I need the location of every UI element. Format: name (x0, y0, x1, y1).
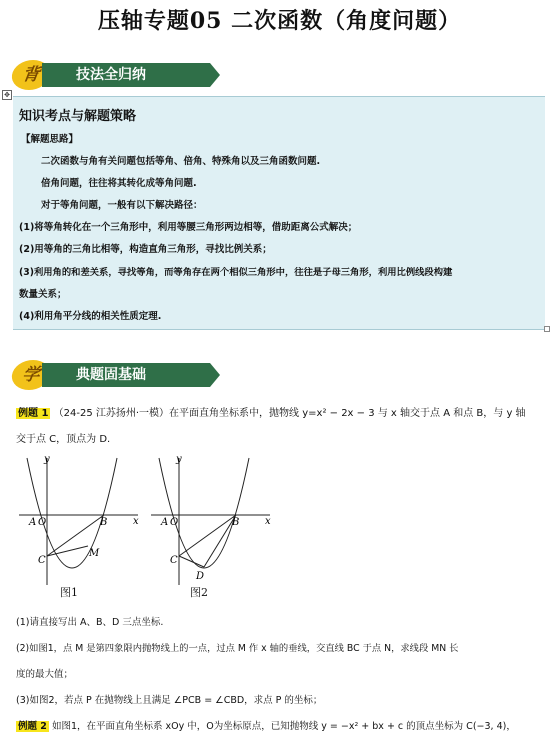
question-1: (1)请直接写出 A、B、D 三点坐标. (16, 617, 164, 628)
example1-line2: 交于点 C，顶点为 D. (16, 434, 111, 445)
strategy-line: 【解题思路】 (21, 134, 79, 145)
question-2a: (2)如图1，点 M 是第四象限内抛物线上的一点，过点 M 作 x 轴的垂线，交直线 BC 于点 N，求线段 MN 长 (16, 643, 459, 654)
example2-line1 (16, 718, 516, 732)
strategy-line: (3)利用角的和差关系，寻找等角，而等角存在两个相似三角形中，往往是子母三角形，利用比例线段构建 (19, 267, 453, 278)
move-handle-icon[interactable]: ✥ (2, 90, 12, 100)
label-y: y (44, 454, 50, 465)
figure-2-diagram (148, 452, 278, 587)
example1-tag: 例题 1 (18, 408, 49, 419)
strategy-box (13, 96, 545, 330)
strategy-line: 数量关系； (19, 289, 67, 300)
example1-text: （24-25 江苏扬州·一模）在平面直角坐标系中，抛物线 y=x² − 2x − 3 与 x 轴交于点 A 和点 B，与 y 轴 (53, 408, 526, 419)
label-b: B (100, 517, 108, 528)
label-b: B (232, 517, 240, 528)
figure-2-caption: 图2 (190, 586, 208, 599)
question-2b: 度的最大值； (16, 669, 74, 680)
parabola (27, 458, 117, 568)
parabola (159, 458, 249, 568)
label-a: A (29, 517, 37, 528)
label-x: x (133, 516, 139, 527)
label-m: M (89, 548, 100, 559)
page-title: 压轴专题05 二次函数（角度问题） (97, 8, 462, 34)
line-bc (179, 515, 236, 556)
label-x: x (265, 516, 271, 527)
strategy-line: 二次函数与角有关问题包括等角、倍角、特殊角以及三角函数问题. (41, 156, 321, 167)
question-3: (3)如图2，若点 P 在抛物线上且满足 ∠PCB = ∠CBD，求点 P 的坐标； (16, 695, 323, 706)
label-o: O (170, 517, 179, 528)
banner-label: 技法全归纳 (42, 63, 210, 87)
figure-1-diagram (16, 452, 146, 587)
label-d: D (196, 571, 205, 582)
figure-1-caption: 图1 (60, 586, 78, 599)
example2-text: 如图1，在平面直角坐标系 xOy 中，O为坐标原点，已知抛物线 y = −x² + bx + c 的顶点坐标为 C(−3, 4)， (51, 721, 516, 732)
example2-tag: 例题 2 (18, 721, 47, 732)
label-c: C (38, 555, 46, 566)
strategy-line: (1)将等角转化在一个三角形中，利用等腰三角形两边相等，借助距离公式解决； (19, 222, 358, 233)
banner-badge: 背 (10, 60, 52, 90)
label-c: C (170, 555, 178, 566)
resize-handle[interactable] (544, 326, 550, 332)
strategy-line: (4)利用角平分线的相关性质定理. (19, 311, 162, 322)
line-cd (179, 556, 204, 567)
example1-line1 (16, 404, 526, 419)
label-a: A (161, 517, 169, 528)
label-y: y (176, 454, 182, 465)
strategy-line: (2)用等角的三角比相等，构造直角三角形，寻找比例关系； (19, 244, 272, 255)
banner-label: 典题固基础 (42, 363, 210, 387)
label-o: O (38, 517, 47, 528)
strategy-line: 对于等角问题，一般有以下解决路径： (41, 200, 203, 211)
banner-badge: 学 (10, 360, 52, 390)
strategy-line: 倍角问题，往往将其转化成等角问题. (41, 178, 197, 189)
strategy-heading: 知识考点与解题策略 (19, 109, 137, 124)
